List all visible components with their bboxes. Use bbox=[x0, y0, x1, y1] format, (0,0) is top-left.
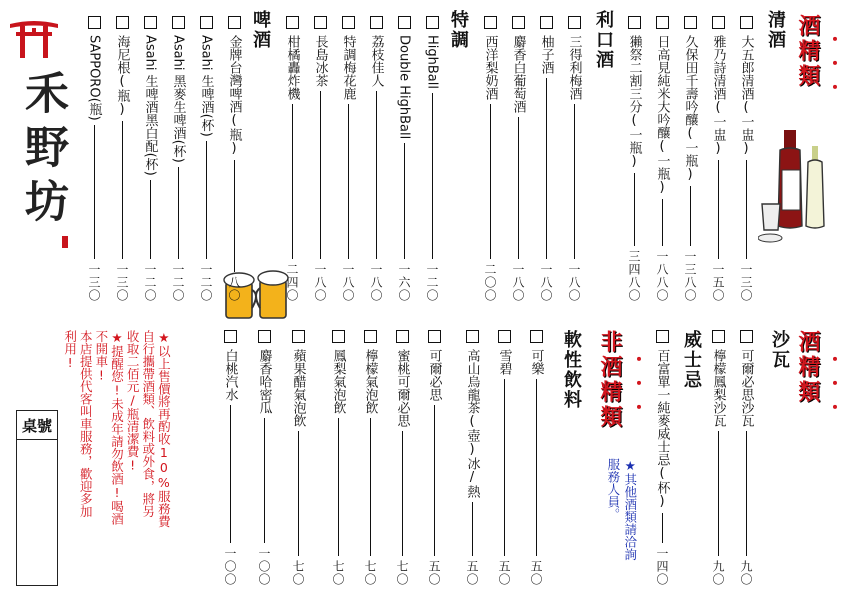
menu-item[interactable] bbox=[738, 16, 754, 302]
item-price: 一二〇 bbox=[143, 263, 157, 302]
menu-item[interactable] bbox=[482, 16, 498, 302]
item-checkbox[interactable] bbox=[228, 16, 241, 29]
item-name: 雪碧 bbox=[496, 349, 512, 375]
notice-line: ★以上售價將再酌收10%服務費 bbox=[156, 330, 172, 528]
leader-line bbox=[94, 125, 95, 259]
section-title-soft: 軟性飲料 bbox=[561, 330, 582, 410]
item-name: Asahi 生啤酒(杯) bbox=[198, 35, 214, 137]
item-name: 鳳梨氣泡飲 bbox=[330, 349, 346, 414]
item-checkbox[interactable] bbox=[426, 16, 439, 29]
leader-line bbox=[536, 379, 537, 556]
item-price: 一六〇 bbox=[397, 263, 411, 302]
item-name: 日高見純米大吟釀(一瓶) bbox=[654, 35, 670, 195]
item-checkbox[interactable] bbox=[656, 330, 669, 343]
item-name: 柚子酒 bbox=[538, 35, 554, 74]
item-checkbox[interactable] bbox=[200, 16, 213, 29]
leader-line bbox=[320, 91, 321, 259]
notice-block bbox=[62, 330, 171, 590]
item-name: 可爾必思沙瓦 bbox=[738, 349, 754, 427]
item-name: 檸檬鳳梨沙瓦 bbox=[710, 349, 726, 427]
notice-line: 不開車! bbox=[93, 330, 109, 383]
notice-line: ★提醒您!未成年請勿飲酒!喝酒 bbox=[109, 330, 125, 525]
leader-line bbox=[662, 513, 663, 543]
menu-item[interactable] bbox=[284, 16, 300, 302]
leader-line bbox=[234, 160, 235, 272]
leader-line bbox=[370, 418, 371, 556]
item-checkbox[interactable] bbox=[370, 16, 383, 29]
menu-item[interactable] bbox=[510, 16, 526, 302]
menu-item[interactable] bbox=[142, 16, 158, 302]
item-name: 三得利梅酒 bbox=[566, 35, 582, 100]
menu-item[interactable] bbox=[710, 330, 726, 586]
item-price: 一三八〇 bbox=[683, 250, 697, 302]
item-name: 柑橘轟炸機 bbox=[284, 35, 300, 100]
section-title-alcohol: 酒精類 bbox=[795, 14, 820, 89]
item-name: 金牌台灣啤酒(瓶) bbox=[226, 35, 242, 156]
leader-line bbox=[718, 431, 719, 556]
item-price: 三四八〇 bbox=[627, 250, 641, 302]
leader-line bbox=[472, 502, 473, 556]
item-price: 一八〇 bbox=[341, 263, 355, 302]
item-price: 一八〇 bbox=[313, 263, 327, 302]
torii-icon bbox=[8, 18, 60, 58]
leader-line bbox=[264, 418, 265, 543]
item-price: 七〇 bbox=[331, 560, 345, 586]
menu-item[interactable] bbox=[330, 330, 346, 586]
menu-item[interactable] bbox=[496, 330, 512, 586]
item-price: 一〇〇 bbox=[257, 547, 271, 586]
brand-logo: 禾野坊 bbox=[17, 70, 68, 232]
item-checkbox[interactable] bbox=[512, 16, 525, 29]
item-checkbox[interactable] bbox=[116, 16, 129, 29]
item-price: 一三〇 bbox=[115, 263, 129, 302]
menu-item[interactable] bbox=[710, 16, 726, 302]
item-name: 麝香白葡萄酒 bbox=[510, 35, 526, 113]
item-price: 七〇 bbox=[395, 560, 409, 586]
item-name: Double HighBall bbox=[396, 35, 412, 140]
item-price: 一二〇 bbox=[199, 263, 213, 302]
item-name: 檸檬氣泡飲 bbox=[362, 349, 378, 414]
item-checkbox[interactable] bbox=[314, 16, 327, 29]
item-price: 一三〇 bbox=[87, 263, 101, 302]
decor-dots: ・・・ bbox=[823, 30, 844, 102]
item-checkbox[interactable] bbox=[684, 16, 697, 29]
menu-item[interactable] bbox=[256, 330, 272, 586]
item-price: 一八八〇 bbox=[655, 250, 669, 302]
decor-dots: ・・・ bbox=[627, 350, 648, 422]
item-checkbox[interactable] bbox=[466, 330, 479, 343]
leader-line bbox=[690, 186, 691, 246]
table-number-label: 桌號 bbox=[21, 416, 52, 435]
item-price: 九〇 bbox=[739, 560, 753, 586]
leader-line bbox=[718, 160, 719, 259]
leader-line bbox=[574, 104, 575, 259]
notice-line: 利用! bbox=[62, 330, 78, 370]
leader-line bbox=[402, 431, 403, 556]
menu-item[interactable] bbox=[368, 16, 384, 302]
whisky-note: ★其他酒類請洽詢服務人員。 bbox=[605, 458, 638, 561]
item-price: 一五〇 bbox=[711, 263, 725, 302]
leader-line bbox=[348, 104, 349, 259]
item-name: 特調梅花鹿 bbox=[340, 35, 356, 100]
item-name: 長島冰茶 bbox=[312, 35, 328, 87]
item-checkbox[interactable] bbox=[224, 330, 237, 343]
item-checkbox[interactable] bbox=[332, 330, 345, 343]
item-checkbox[interactable] bbox=[712, 16, 725, 29]
item-name: 可爾必思 bbox=[426, 349, 442, 401]
item-checkbox[interactable] bbox=[540, 16, 553, 29]
leader-line bbox=[746, 431, 747, 556]
item-price: 七〇 bbox=[291, 560, 305, 586]
leader-line bbox=[178, 167, 179, 259]
notice-line: 自行攜帶酒類、飲料或外食，將另 bbox=[140, 330, 156, 518]
leader-line bbox=[490, 104, 491, 259]
item-checkbox[interactable] bbox=[498, 330, 511, 343]
item-checkbox[interactable] bbox=[88, 16, 101, 29]
item-checkbox[interactable] bbox=[484, 16, 497, 29]
leader-line bbox=[298, 431, 299, 556]
item-checkbox[interactable] bbox=[342, 16, 355, 29]
item-name: 久保田千壽吟釀(一瓶) bbox=[682, 35, 698, 182]
item-price: 五〇 bbox=[465, 560, 479, 586]
leader-line bbox=[292, 104, 293, 259]
item-name: HighBall bbox=[424, 35, 440, 89]
item-name: 百富單一純麥威士忌(杯) bbox=[654, 349, 670, 509]
item-checkbox[interactable] bbox=[628, 16, 641, 29]
item-name: SAPPORO(瓶) bbox=[86, 35, 102, 121]
leader-line bbox=[122, 121, 123, 259]
item-checkbox[interactable] bbox=[364, 330, 377, 343]
notice-line: 本店提供代客叫車服務，歡迎多加 bbox=[78, 330, 94, 518]
item-name: 獺祭二割三分(一瓶) bbox=[626, 35, 642, 169]
item-name: 海尼根(瓶) bbox=[114, 35, 130, 117]
item-checkbox[interactable] bbox=[292, 330, 305, 343]
item-checkbox[interactable] bbox=[172, 16, 185, 29]
menu-item[interactable] bbox=[426, 330, 442, 586]
item-price: 八〇 bbox=[227, 276, 241, 302]
item-checkbox[interactable] bbox=[428, 330, 441, 343]
menu-item[interactable] bbox=[626, 16, 642, 302]
sake-bottle-icon bbox=[758, 126, 838, 244]
leader-line bbox=[634, 173, 635, 246]
menu-item[interactable] bbox=[290, 330, 306, 586]
menu-item[interactable] bbox=[424, 16, 440, 302]
item-price: 一〇〇 bbox=[223, 547, 237, 586]
item-price: 一二〇 bbox=[171, 263, 185, 302]
menu-item[interactable] bbox=[394, 330, 410, 586]
menu-item[interactable] bbox=[738, 330, 754, 586]
item-name: 蜜桃可爾必思 bbox=[394, 349, 410, 427]
section-title-sake: 清酒 bbox=[765, 10, 786, 50]
section-title-nonalcohol: 非酒精類 bbox=[597, 330, 622, 430]
leader-line bbox=[518, 117, 519, 259]
section-title-sour: 沙瓦 bbox=[769, 330, 790, 370]
item-price: 七〇 bbox=[363, 560, 377, 586]
menu-item[interactable] bbox=[170, 16, 186, 302]
item-checkbox[interactable] bbox=[530, 330, 543, 343]
leader-line bbox=[434, 405, 435, 556]
item-price: 五〇 bbox=[427, 560, 441, 586]
leader-line bbox=[746, 160, 747, 259]
leader-line bbox=[504, 379, 505, 556]
item-name: 白桃汽水 bbox=[222, 349, 238, 401]
section-title-special: 特調 bbox=[448, 10, 469, 50]
item-price: 一八〇 bbox=[369, 263, 383, 302]
menu-item[interactable] bbox=[538, 16, 554, 302]
table-number-box[interactable] bbox=[16, 410, 58, 586]
section-title-liqueur: 利口酒 bbox=[593, 10, 614, 70]
item-price: 五〇 bbox=[497, 560, 511, 586]
menu-item[interactable] bbox=[362, 330, 378, 586]
menu-item[interactable] bbox=[226, 16, 242, 302]
item-checkbox[interactable] bbox=[398, 16, 411, 29]
leader-line bbox=[206, 141, 207, 259]
item-name: 蘋果醋氣泡飲 bbox=[290, 349, 306, 427]
menu-item[interactable] bbox=[340, 16, 356, 302]
section-title-beer: 啤酒 bbox=[250, 10, 271, 50]
menu-item[interactable] bbox=[312, 16, 328, 302]
leader-line bbox=[404, 143, 405, 259]
item-price: 二四〇 bbox=[285, 263, 299, 302]
item-price: 九〇 bbox=[711, 560, 725, 586]
item-name: 荔枝佳人 bbox=[368, 35, 384, 87]
item-price: 一八〇 bbox=[539, 263, 553, 302]
menu-item[interactable] bbox=[528, 330, 544, 586]
menu-item[interactable] bbox=[654, 330, 670, 586]
item-price: 五〇 bbox=[529, 560, 543, 586]
menu-item[interactable] bbox=[464, 330, 480, 586]
item-price: 一八〇 bbox=[567, 263, 581, 302]
item-name: 可樂 bbox=[528, 349, 544, 375]
leader-line bbox=[546, 78, 547, 259]
item-price: 一四〇 bbox=[655, 547, 669, 586]
item-name: 雅乃詩清酒(一盅) bbox=[710, 35, 726, 156]
menu-item[interactable] bbox=[222, 330, 238, 586]
item-checkbox[interactable] bbox=[712, 330, 725, 343]
item-price: 一二〇 bbox=[425, 263, 439, 302]
section-title-whisky: 威士忌 bbox=[681, 330, 702, 390]
item-checkbox[interactable] bbox=[396, 330, 409, 343]
leader-line bbox=[376, 91, 377, 259]
menu-item[interactable] bbox=[682, 16, 698, 302]
menu-item[interactable] bbox=[86, 16, 102, 302]
item-price: 一三〇 bbox=[739, 263, 753, 302]
decor-dots: ・・・ bbox=[823, 350, 844, 422]
item-checkbox[interactable] bbox=[258, 330, 271, 343]
notice-line: 收取二佰元/瓶清潔費! bbox=[125, 330, 141, 473]
brand-seal-icon bbox=[62, 236, 68, 248]
menu-item[interactable] bbox=[114, 16, 130, 302]
item-name: 高山烏龍茶(壺)冰/熱 bbox=[464, 349, 480, 498]
item-checkbox[interactable] bbox=[656, 16, 669, 29]
menu-item[interactable] bbox=[198, 16, 214, 302]
menu-item[interactable] bbox=[396, 16, 412, 302]
menu-item[interactable] bbox=[566, 16, 582, 302]
section-title-alcohol-2: 酒精類 bbox=[795, 330, 820, 405]
item-price: 二〇〇 bbox=[483, 263, 497, 302]
item-checkbox[interactable] bbox=[740, 16, 753, 29]
item-name: Asahi 黑麥生啤酒(杯) bbox=[170, 35, 186, 163]
item-checkbox[interactable] bbox=[740, 330, 753, 343]
item-checkbox[interactable] bbox=[568, 16, 581, 29]
leader-line bbox=[432, 93, 433, 259]
leader-line bbox=[230, 405, 231, 543]
item-checkbox[interactable] bbox=[144, 16, 157, 29]
menu-item[interactable] bbox=[654, 16, 670, 302]
leader-line bbox=[150, 180, 151, 259]
item-name: 西洋梨奶酒 bbox=[482, 35, 498, 100]
item-name: Asahi 生啤酒黑白配(杯) bbox=[142, 35, 158, 176]
item-name: 大五郎清酒(一盅) bbox=[738, 35, 754, 156]
leader-line bbox=[338, 418, 339, 556]
item-name: 麝香哈密瓜 bbox=[256, 349, 272, 414]
leader-line bbox=[662, 199, 663, 246]
item-price: 一八〇 bbox=[511, 263, 525, 302]
item-checkbox[interactable] bbox=[286, 16, 299, 29]
